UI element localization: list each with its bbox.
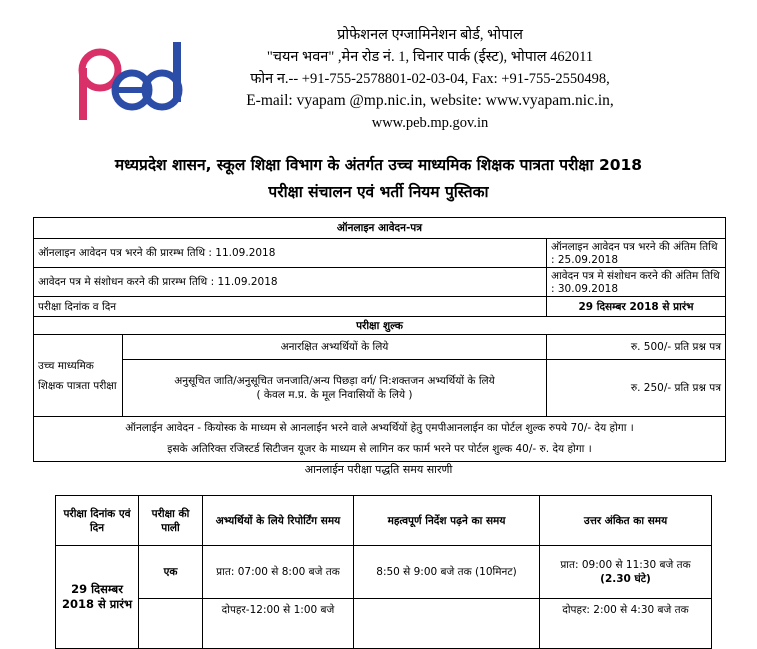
general-fee: रु. 500/- प्रति प्रश्न पत्र	[547, 335, 726, 360]
schedule-caption: आनलाईन परीक्षा पद्धति समय सारणी	[304, 463, 453, 476]
answer-1	[540, 546, 712, 599]
shift-2	[139, 599, 203, 649]
reserved-category	[123, 360, 547, 417]
general-label: अनारक्षित अभ्यर्थियों के लिये	[123, 335, 547, 360]
exam-date-value: 29 दिसम्बर 2018 से प्रारंभ	[547, 297, 726, 317]
schedule-table	[55, 495, 712, 649]
org-name: प्रोफेशनल एग्जामिनेशन बोर्ड, भोपाल	[337, 27, 523, 43]
answer-duration-1: (2.30 घंटे)	[600, 573, 651, 585]
end-date: ऑनलाइन आवेदन पत्र भरने की अंतिम तिथि : 25.09.2018	[547, 239, 726, 268]
reporting-1: प्रात: 07:00 से 8:00 बजे तक	[203, 546, 354, 599]
org-address: "चयन भवन" ,मेन रोड नं. 1, चिनार पार्क (ईस्ट), भोपाल 462011	[266, 49, 594, 65]
org-header	[200, 24, 660, 134]
peb-logo	[76, 38, 184, 122]
shift-1: एक	[139, 546, 203, 599]
schedule-date: 29 दिसम्बर 2018 से प्रारंभ	[56, 546, 139, 649]
exam-date-label: परीक्षा दिनांक व दिन	[34, 297, 547, 317]
col-header-shift: परीक्षा की पाली	[139, 496, 203, 546]
reserved-label: अनुसूचित जाति/अनुसूचित जनजाति/अन्य पिछड़ा वर्ग/ नि:शक्तजन अभ्यर्थियों के लिये	[174, 375, 495, 387]
correction-end-date: आवेदन पत्र मे संशोधन करने की अंतिम तिथि : 30.09.2018	[547, 268, 726, 297]
correction-start-date: आवेदन पत्र मे संशोधन करने की प्रारम्भ तिथि : 11.09.2018	[34, 268, 547, 297]
org-email: E-mail: vyapam @mp.nic.in, website: www.vyapam.nic.in,	[246, 92, 614, 109]
reserved-note: ( केवल म.प्र. के मूल निवासियों के लिये )	[256, 389, 413, 401]
org-phone: फोन न.-- +91-755-2578801-02-03-04, Fax: +91-755-2550498,	[250, 71, 610, 87]
title-line-2: परीक्षा संचालन एवं भर्ती नियम पुस्तिका	[268, 183, 489, 201]
reserved-fee: रु. 250/- प्रति प्रश्न पत्र	[547, 360, 726, 417]
application-heading: ऑनलाइन आवेदन-पत्र	[34, 218, 726, 239]
document-title	[0, 152, 757, 206]
col-header-date: परीक्षा दिनांक एवं दिन	[56, 496, 139, 546]
fee-exam-name: उच्च माध्यमिक शिक्षक पात्रता परीक्षा	[34, 335, 123, 417]
start-date: ऑनलाइन आवेदन पत्र भरने की प्रारम्भ तिथि : 11.09.2018	[34, 239, 547, 268]
instructions-2	[354, 599, 540, 649]
org-website[interactable]: www.peb.mp.gov.in	[371, 115, 489, 131]
col-header-answer: उत्तर अंकित का समय	[540, 496, 712, 546]
fees-heading: परीक्षा शुल्क	[34, 317, 726, 335]
col-header-instructions: महत्वपूर्ण निर्देश पढ़ने का समय	[354, 496, 540, 546]
answer-2: दोपहर: 2:00 से 4:30 बजे तक	[540, 599, 712, 649]
title-line-1: मध्यप्रदेश शासन, स्कूल शिक्षा विभाग के अंतर्गत उच्च माध्यमिक शिक्षक पात्रता परीक्षा 2018	[114, 156, 643, 174]
col-header-reporting: अभ्यर्थियों के लिये रिपोर्टिंग समय	[203, 496, 354, 546]
portal-note-2: इसके अतिरिक्त रजिस्टर्ड सिटीजन यूजर के माध्यम से लागिन कर फार्म भरने पर पोर्टल शुल्क 40/- रु. देय होगा ।	[167, 443, 592, 455]
application-table	[33, 217, 726, 462]
answer-time-1: प्रात: 09:00 से 11:30 बजे तक	[560, 559, 691, 571]
reporting-2: दोपहर-12:00 से 1:00 बजे	[203, 599, 354, 649]
portal-note-1: ऑनलाईन आवेदन - कियोस्क के माध्यम से आनलाईन भरने वाले अभ्यर्थियों हेतु एमपीआनलाईन का पोर्टल शुल्क रुपये 70/- देय होगा ।	[125, 422, 634, 434]
portal-fee-notes	[34, 417, 726, 462]
instructions-1: 8:50 से 9:00 बजे तक (10मिनट)	[354, 546, 540, 599]
